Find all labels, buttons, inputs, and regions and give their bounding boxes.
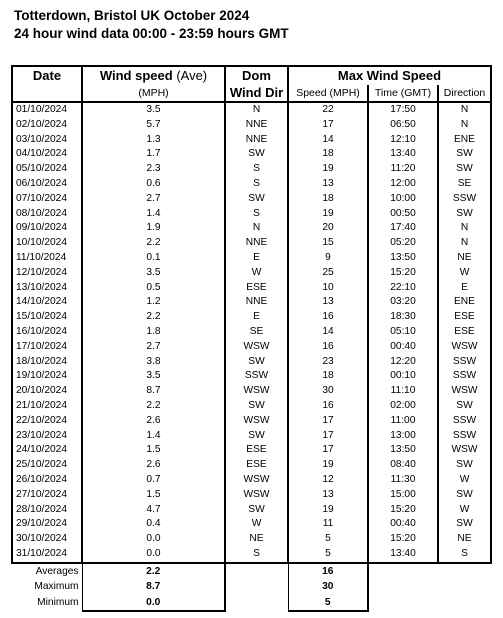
max-time-cell: 05:20 <box>368 236 438 251</box>
max-speed-cell: 22 <box>288 102 368 118</box>
max-speed-cell: 23 <box>288 355 368 370</box>
max-speed-cell: 25 <box>288 266 368 281</box>
max-time-cell: 13:40 <box>368 547 438 563</box>
max-time-cell: 00:40 <box>368 340 438 355</box>
date-cell: 23/10/2024 <box>12 429 82 444</box>
max-time-cell: 10:00 <box>368 192 438 207</box>
wind-speed-cell: 8.7 <box>82 384 225 399</box>
max-direction-cell: SW <box>438 399 491 414</box>
summary-wind-speed: 0.0 <box>82 595 225 612</box>
max-speed-cell: 18 <box>288 147 368 162</box>
dom-wind-dir-cell: ESE <box>225 458 288 473</box>
max-direction-cell: SW <box>438 147 491 162</box>
table-row <box>12 414 491 429</box>
dom-wind-dir-cell: W <box>225 517 288 532</box>
table-row <box>12 429 491 444</box>
max-time-cell: 15:20 <box>368 503 438 518</box>
max-direction-cell: E <box>438 281 491 296</box>
max-speed-cell: 14 <box>288 133 368 148</box>
summary-max-speed: 5 <box>288 595 368 612</box>
header-wind-speed-suffix: (Ave) <box>176 68 208 83</box>
max-speed-cell: 19 <box>288 162 368 177</box>
date-cell: 24/10/2024 <box>12 443 82 458</box>
dom-wind-dir-cell: S <box>225 547 288 563</box>
header-dom: Dom <box>225 66 288 85</box>
max-time-cell: 17:50 <box>368 102 438 118</box>
wind-speed-cell: 2.2 <box>82 310 225 325</box>
date-cell: 19/10/2024 <box>12 369 82 384</box>
max-speed-cell: 5 <box>288 547 368 563</box>
summary-row <box>12 563 491 580</box>
max-direction-cell: SSW <box>438 414 491 429</box>
date-cell: 31/10/2024 <box>12 547 82 563</box>
max-speed-cell: 10 <box>288 281 368 296</box>
max-speed-cell: 15 <box>288 236 368 251</box>
max-speed-cell: 17 <box>288 118 368 133</box>
max-speed-cell: 20 <box>288 221 368 236</box>
date-cell: 20/10/2024 <box>12 384 82 399</box>
table-row <box>12 177 491 192</box>
max-direction-cell: ESE <box>438 325 491 340</box>
max-direction-cell: SSW <box>438 355 491 370</box>
max-time-cell: 08:40 <box>368 458 438 473</box>
max-direction-cell: SW <box>438 162 491 177</box>
dom-wind-dir-cell: WSW <box>225 384 288 399</box>
wind-speed-cell: 1.5 <box>82 443 225 458</box>
max-direction-cell: W <box>438 473 491 488</box>
date-cell: 22/10/2024 <box>12 414 82 429</box>
date-cell: 15/10/2024 <box>12 310 82 325</box>
max-speed-cell: 18 <box>288 369 368 384</box>
max-speed-cell: 17 <box>288 414 368 429</box>
date-cell: 17/10/2024 <box>12 340 82 355</box>
max-speed-cell: 17 <box>288 443 368 458</box>
max-direction-cell: NE <box>438 532 491 547</box>
wind-speed-cell: 1.9 <box>82 221 225 236</box>
table-row <box>12 355 491 370</box>
max-speed-cell: 30 <box>288 384 368 399</box>
max-time-cell: 15:20 <box>368 532 438 547</box>
max-speed-cell: 9 <box>288 251 368 266</box>
max-direction-cell: ESE <box>438 310 491 325</box>
summary-filler <box>368 595 491 612</box>
max-direction-cell: SW <box>438 488 491 503</box>
date-cell: 10/10/2024 <box>12 236 82 251</box>
date-cell: 03/10/2024 <box>12 133 82 148</box>
dom-wind-dir-cell: NNE <box>225 295 288 310</box>
table-row <box>12 340 491 355</box>
max-direction-cell: SW <box>438 207 491 222</box>
table-row <box>12 236 491 251</box>
date-cell: 11/10/2024 <box>12 251 82 266</box>
wind-speed-cell: 1.5 <box>82 488 225 503</box>
table-row <box>12 532 491 547</box>
summary-row <box>12 579 491 595</box>
max-time-cell: 12:10 <box>368 133 438 148</box>
max-time-cell: 12:00 <box>368 177 438 192</box>
dom-wind-dir-cell: W <box>225 266 288 281</box>
max-speed-cell: 11 <box>288 517 368 532</box>
summary-blank <box>225 595 288 612</box>
wind-speed-cell: 1.8 <box>82 325 225 340</box>
dom-wind-dir-cell: E <box>225 251 288 266</box>
wind-speed-cell: 1.2 <box>82 295 225 310</box>
max-direction-cell: WSW <box>438 384 491 399</box>
max-speed-cell: 16 <box>288 399 368 414</box>
max-time-cell: 02:00 <box>368 399 438 414</box>
table-row <box>12 162 491 177</box>
header-wind-speed-label: Wind speed <box>99 68 173 83</box>
report-title: Totterdown, Bristol UK October 2024 <box>14 8 250 23</box>
wind-speed-cell: 3.5 <box>82 102 225 118</box>
max-speed-cell: 13 <box>288 488 368 503</box>
dom-wind-dir-cell: WSW <box>225 414 288 429</box>
table-row <box>12 503 491 518</box>
max-direction-cell: NE <box>438 251 491 266</box>
dom-wind-dir-cell: SW <box>225 399 288 414</box>
max-time-cell: 11:20 <box>368 162 438 177</box>
header-max-wind-speed: Max Wind Speed <box>288 66 491 85</box>
date-cell: 18/10/2024 <box>12 355 82 370</box>
wind-speed-cell: 2.2 <box>82 399 225 414</box>
table-row <box>12 295 491 310</box>
wind-speed-cell: 3.5 <box>82 266 225 281</box>
dom-wind-dir-cell: S <box>225 162 288 177</box>
header-wind-speed-unit: (MPH) <box>82 85 225 102</box>
wind-speed-cell: 2.7 <box>82 340 225 355</box>
max-direction-cell: WSW <box>438 340 491 355</box>
table-row <box>12 547 491 563</box>
wind-speed-cell: 2.7 <box>82 192 225 207</box>
table-row <box>12 118 491 133</box>
max-time-cell: 13:50 <box>368 251 438 266</box>
header-speed-mph: Speed (MPH) <box>288 85 368 102</box>
max-time-cell: 12:20 <box>368 355 438 370</box>
max-direction-cell: N <box>438 221 491 236</box>
date-cell: 25/10/2024 <box>12 458 82 473</box>
max-time-cell: 17:40 <box>368 221 438 236</box>
dom-wind-dir-cell: NE <box>225 532 288 547</box>
table-row <box>12 399 491 414</box>
dom-wind-dir-cell: NNE <box>225 236 288 251</box>
max-speed-cell: 19 <box>288 503 368 518</box>
wind-speed-cell: 4.7 <box>82 503 225 518</box>
header-direction: Direction <box>438 85 491 102</box>
dom-wind-dir-cell: WSW <box>225 473 288 488</box>
table-row <box>12 325 491 340</box>
header-time-gmt: Time (GMT) <box>368 85 438 102</box>
summary-max-speed: 16 <box>288 563 368 580</box>
wind-speed-cell: 2.2 <box>82 236 225 251</box>
max-time-cell: 11:00 <box>368 414 438 429</box>
date-cell: 28/10/2024 <box>12 503 82 518</box>
max-speed-cell: 5 <box>288 532 368 547</box>
wind-speed-cell: 0.0 <box>82 532 225 547</box>
date-cell: 21/10/2024 <box>12 399 82 414</box>
table-row <box>12 251 491 266</box>
header-wind-speed <box>82 66 225 85</box>
table-row <box>12 517 491 532</box>
wind-speed-cell: 2.6 <box>82 414 225 429</box>
max-direction-cell: SSW <box>438 369 491 384</box>
wind-speed-cell: 0.1 <box>82 251 225 266</box>
table-row <box>12 384 491 399</box>
max-direction-cell: SW <box>438 517 491 532</box>
date-cell: 27/10/2024 <box>12 488 82 503</box>
table-row <box>12 102 491 118</box>
max-direction-cell: W <box>438 266 491 281</box>
wind-speed-cell: 0.6 <box>82 177 225 192</box>
wind-speed-cell: 0.0 <box>82 547 225 563</box>
date-cell: 05/10/2024 <box>12 162 82 177</box>
date-cell: 08/10/2024 <box>12 207 82 222</box>
date-cell: 07/10/2024 <box>12 192 82 207</box>
wind-data-table <box>11 65 492 612</box>
summary-blank <box>225 579 288 595</box>
dom-wind-dir-cell: SW <box>225 147 288 162</box>
max-speed-cell: 19 <box>288 458 368 473</box>
max-time-cell: 00:40 <box>368 517 438 532</box>
wind-speed-cell: 3.5 <box>82 369 225 384</box>
dom-wind-dir-cell: SW <box>225 355 288 370</box>
report-subtitle: 24 hour wind data 00:00 - 23:59 hours GMT <box>14 26 289 41</box>
date-cell: 30/10/2024 <box>12 532 82 547</box>
max-time-cell: 03:20 <box>368 295 438 310</box>
max-speed-cell: 16 <box>288 310 368 325</box>
table-row <box>12 207 491 222</box>
summary-filler <box>368 579 491 595</box>
wind-speed-cell: 3.8 <box>82 355 225 370</box>
dom-wind-dir-cell: S <box>225 177 288 192</box>
dom-wind-dir-cell: SW <box>225 503 288 518</box>
summary-max-speed: 30 <box>288 579 368 595</box>
date-cell: 04/10/2024 <box>12 147 82 162</box>
dom-wind-dir-cell: SE <box>225 325 288 340</box>
date-cell: 13/10/2024 <box>12 281 82 296</box>
max-time-cell: 13:50 <box>368 443 438 458</box>
table-row <box>12 221 491 236</box>
max-direction-cell: S <box>438 547 491 563</box>
max-time-cell: 05:10 <box>368 325 438 340</box>
summary-wind-speed: 8.7 <box>82 579 225 595</box>
dom-wind-dir-cell: SW <box>225 429 288 444</box>
max-direction-cell: ENE <box>438 295 491 310</box>
dom-wind-dir-cell: S <box>225 207 288 222</box>
header-date-blank <box>12 85 82 102</box>
max-time-cell: 00:50 <box>368 207 438 222</box>
max-time-cell: 11:10 <box>368 384 438 399</box>
dom-wind-dir-cell: SW <box>225 192 288 207</box>
summary-wind-speed: 2.2 <box>82 563 225 580</box>
wind-speed-cell: 5.7 <box>82 118 225 133</box>
summary-label: Maximum <box>34 581 79 593</box>
table-row <box>12 369 491 384</box>
max-direction-cell: N <box>438 102 491 118</box>
max-speed-cell: 16 <box>288 340 368 355</box>
date-cell: 29/10/2024 <box>12 517 82 532</box>
wind-speed-cell: 2.3 <box>82 162 225 177</box>
dom-wind-dir-cell: E <box>225 310 288 325</box>
table-row <box>12 281 491 296</box>
wind-speed-cell: 1.3 <box>82 133 225 148</box>
dom-wind-dir-cell: ESE <box>225 281 288 296</box>
wind-speed-cell: 2.6 <box>82 458 225 473</box>
max-time-cell: 22:10 <box>368 281 438 296</box>
dom-wind-dir-cell: WSW <box>225 340 288 355</box>
summary-label: Averages <box>35 565 79 577</box>
wind-speed-cell: 1.4 <box>82 429 225 444</box>
header-date: Date <box>12 66 82 85</box>
dom-wind-dir-cell: N <box>225 221 288 236</box>
table-row <box>12 147 491 162</box>
max-time-cell: 00:10 <box>368 369 438 384</box>
wind-speed-cell: 1.4 <box>82 207 225 222</box>
max-direction-cell: SW <box>438 458 491 473</box>
max-direction-cell: N <box>438 118 491 133</box>
table-row <box>12 443 491 458</box>
wind-speed-cell: 0.5 <box>82 281 225 296</box>
date-cell: 16/10/2024 <box>12 325 82 340</box>
max-time-cell: 11:30 <box>368 473 438 488</box>
table-row <box>12 133 491 148</box>
max-speed-cell: 13 <box>288 295 368 310</box>
table-row <box>12 473 491 488</box>
table-row <box>12 488 491 503</box>
dom-wind-dir-cell: NNE <box>225 133 288 148</box>
summary-row <box>12 595 491 612</box>
max-direction-cell: SE <box>438 177 491 192</box>
max-direction-cell: ENE <box>438 133 491 148</box>
max-time-cell: 15:20 <box>368 266 438 281</box>
max-time-cell: 15:00 <box>368 488 438 503</box>
max-time-cell: 13:00 <box>368 429 438 444</box>
max-time-cell: 06:50 <box>368 118 438 133</box>
date-cell: 06/10/2024 <box>12 177 82 192</box>
max-direction-cell: SSW <box>438 192 491 207</box>
summary-filler <box>368 563 491 580</box>
dom-wind-dir-cell: NNE <box>225 118 288 133</box>
date-cell: 02/10/2024 <box>12 118 82 133</box>
table-row <box>12 310 491 325</box>
summary-label: Minimum <box>37 597 79 609</box>
max-speed-cell: 19 <box>288 207 368 222</box>
max-direction-cell: SSW <box>438 429 491 444</box>
max-speed-cell: 12 <box>288 473 368 488</box>
max-time-cell: 18:30 <box>368 310 438 325</box>
max-direction-cell: W <box>438 503 491 518</box>
max-speed-cell: 13 <box>288 177 368 192</box>
table-row <box>12 192 491 207</box>
dom-wind-dir-cell: SSW <box>225 369 288 384</box>
date-cell: 09/10/2024 <box>12 221 82 236</box>
header-wind-dir: Wind Dir <box>225 85 288 102</box>
table-row <box>12 266 491 281</box>
date-cell: 14/10/2024 <box>12 295 82 310</box>
max-speed-cell: 18 <box>288 192 368 207</box>
max-time-cell: 13:40 <box>368 147 438 162</box>
dom-wind-dir-cell: N <box>225 102 288 118</box>
wind-speed-cell: 0.7 <box>82 473 225 488</box>
max-speed-cell: 17 <box>288 429 368 444</box>
date-cell: 26/10/2024 <box>12 473 82 488</box>
date-cell: 01/10/2024 <box>12 102 82 118</box>
max-speed-cell: 14 <box>288 325 368 340</box>
dom-wind-dir-cell: WSW <box>225 488 288 503</box>
max-direction-cell: WSW <box>438 443 491 458</box>
dom-wind-dir-cell: ESE <box>225 443 288 458</box>
summary-blank <box>225 563 288 580</box>
wind-speed-cell: 1.7 <box>82 147 225 162</box>
wind-speed-cell: 0.4 <box>82 517 225 532</box>
table-row <box>12 458 491 473</box>
date-cell: 12/10/2024 <box>12 266 82 281</box>
max-direction-cell: N <box>438 236 491 251</box>
